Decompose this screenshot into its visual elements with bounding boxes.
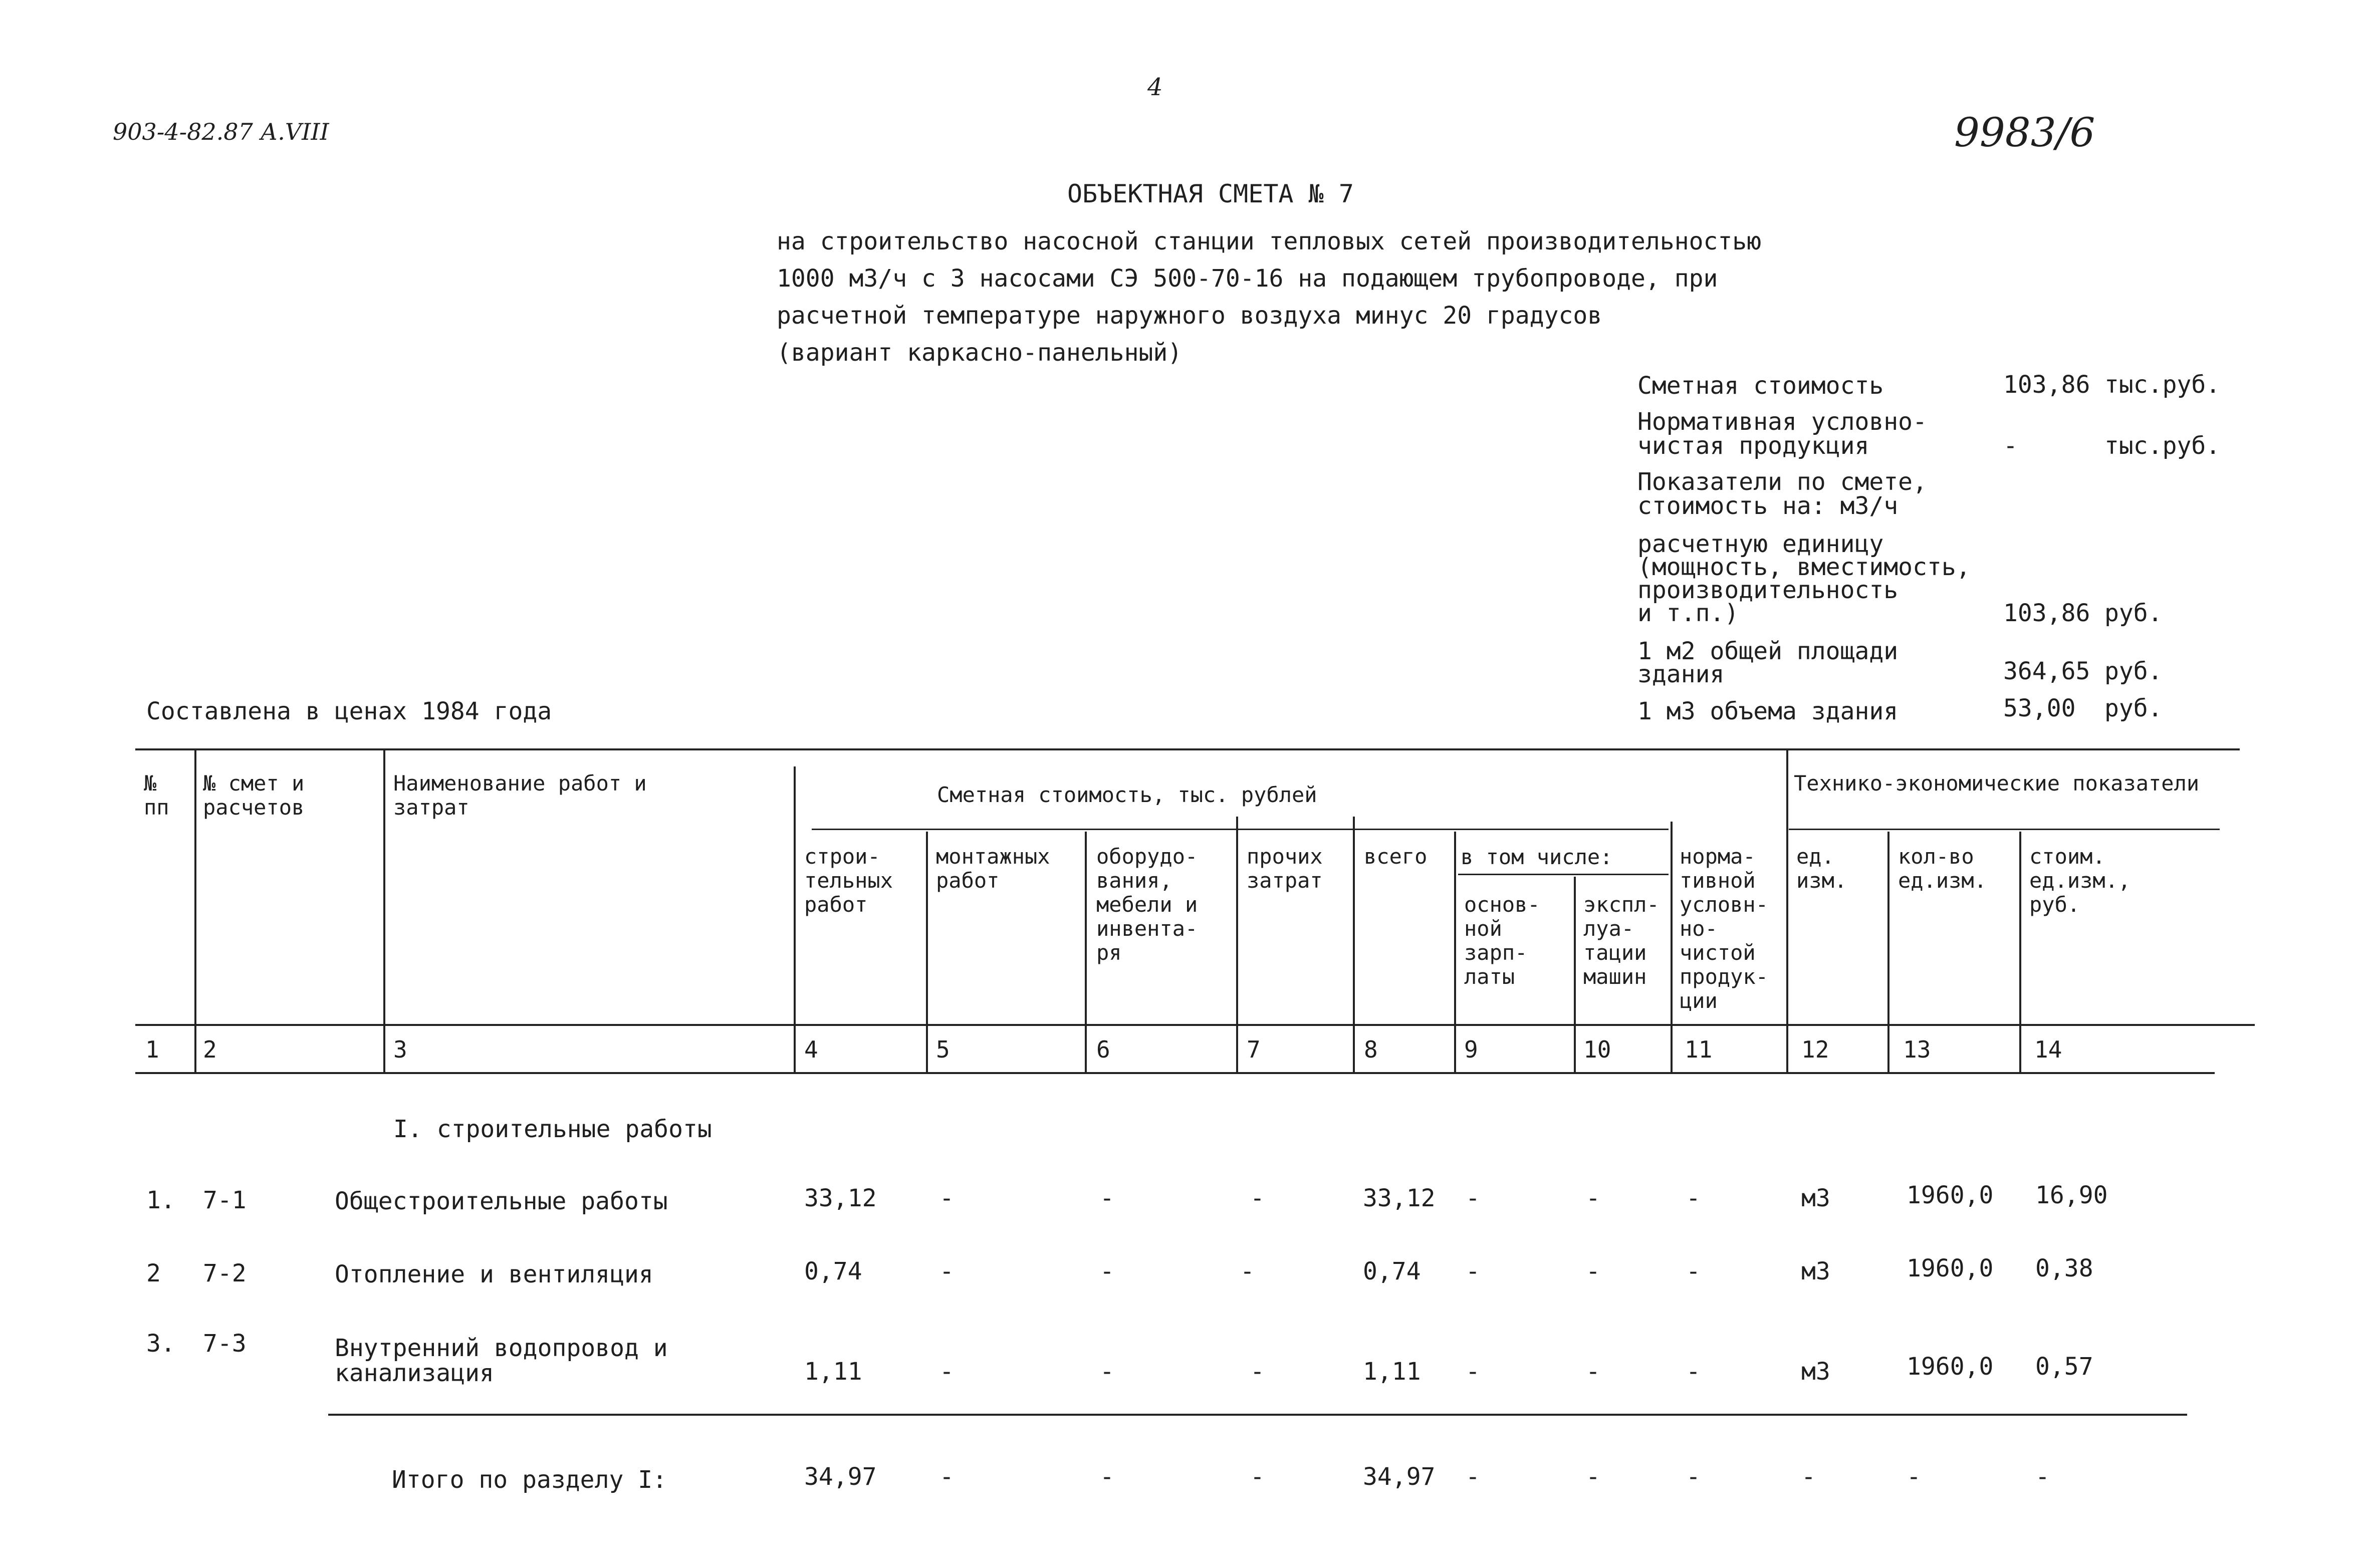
total-sum: 34,97 xyxy=(1363,1463,1436,1491)
description-line: (вариант каркасно-панельный) xyxy=(777,339,1182,367)
group-cost-header: Сметная стоимость, тыс. рублей xyxy=(937,782,1317,807)
cell-total: 33,12 xyxy=(1363,1184,1436,1212)
header-bottom-rule xyxy=(135,1024,2255,1026)
cell-total: 0,74 xyxy=(1363,1257,1421,1285)
summary-label: стоимость на: м3/ч xyxy=(1637,492,1899,520)
col-number: 1 xyxy=(145,1036,159,1063)
cell-wages: - xyxy=(1466,1358,1480,1386)
cell-machines: - xyxy=(1586,1257,1600,1285)
col-number: 5 xyxy=(936,1036,950,1063)
summary-unit: руб. xyxy=(2104,657,2163,685)
cell-unit-cost: 0,57 xyxy=(2035,1353,2093,1381)
col-header-9: основ- ной зарп- латы xyxy=(1464,892,1540,989)
summary-label: Сметная стоимость xyxy=(1637,372,1884,400)
cell-construction: 0,74 xyxy=(804,1257,862,1285)
total-rule xyxy=(328,1414,2187,1416)
document-code: 903-4-82.87 А.VIII xyxy=(113,118,329,145)
cell-net-product: - xyxy=(1686,1184,1701,1212)
estimate-ref: 7-3 xyxy=(203,1330,247,1358)
cost-group-rule xyxy=(812,829,1669,830)
estimate-ref: 7-1 xyxy=(203,1186,247,1214)
col-header-13: кол-во ед.изм. xyxy=(1898,844,1987,893)
cell-quantity: 1960,0 xyxy=(1907,1181,1994,1209)
summary-label: чистая продукция xyxy=(1637,432,1869,460)
summary-label: производительность xyxy=(1637,576,1899,604)
col-header-3: Наименование работ и затрат xyxy=(393,771,647,820)
summary-unit: тыс.руб. xyxy=(2104,432,2221,460)
col-number: 11 xyxy=(1685,1036,1713,1063)
col-number: 14 xyxy=(2034,1036,2062,1063)
cell-quantity: 1960,0 xyxy=(1907,1353,1994,1381)
col-number: 3 xyxy=(393,1036,407,1063)
summary-value: 103,86 xyxy=(2003,371,2090,399)
cell-unit: м3 xyxy=(1801,1184,1830,1212)
cell-unit: м3 xyxy=(1801,1358,1830,1386)
total-label: Итого по разделу I: xyxy=(392,1466,667,1494)
col-header-5: монтажных работ xyxy=(936,844,1050,893)
total-unit: - xyxy=(1801,1463,1816,1491)
document-title: ОБЪЕКТНАЯ СМЕТА № 7 xyxy=(1067,179,1354,208)
col-number: 2 xyxy=(203,1036,217,1063)
cell-wages: - xyxy=(1466,1257,1480,1285)
work-name: Общестроительные работы xyxy=(335,1187,668,1215)
col-number: 13 xyxy=(1903,1036,1931,1063)
cell-construction: 33,12 xyxy=(804,1184,877,1212)
estimate-ref: 7-2 xyxy=(203,1259,247,1287)
page-number: 4 xyxy=(1147,73,1163,101)
work-name: Отопление и вентиляция xyxy=(335,1260,653,1288)
total-quantity: - xyxy=(1907,1463,1921,1491)
col-number: 6 xyxy=(1096,1036,1110,1063)
col-header-12: ед. изм. xyxy=(1796,844,1847,893)
cell-unit-cost: 0,38 xyxy=(2035,1254,2093,1282)
summary-label: 1 м2 общей площади xyxy=(1637,637,1899,665)
col-header-14: стоим. ед.изм., руб. xyxy=(2029,844,2131,917)
row-number: 1. xyxy=(146,1186,175,1214)
cell-net-product: - xyxy=(1686,1358,1701,1386)
col-header-2: № смет и расчетов xyxy=(203,771,305,820)
summary-label: здания xyxy=(1637,660,1725,688)
cell-installation: - xyxy=(939,1358,954,1386)
prices-note: Составлена в ценах 1984 года xyxy=(146,697,552,725)
summary-value: 364,65 xyxy=(2003,657,2090,685)
description-line: на строительство насосной станции тепловых сетей производительностью xyxy=(777,227,1762,255)
col-header-8: всего xyxy=(1364,844,1428,869)
cell-other: - xyxy=(1240,1257,1255,1285)
column-numbers-rule xyxy=(135,1072,2215,1074)
total-unit-cost: - xyxy=(2035,1463,2050,1491)
summary-value: 103,86 xyxy=(2003,599,2090,627)
group-tech-header: Технико-экономические показатели xyxy=(1794,771,2200,796)
cell-equipment: - xyxy=(1100,1358,1114,1386)
col-number: 9 xyxy=(1464,1036,1478,1063)
col-header-11: норма- тивной условн- но- чистой продук- ции xyxy=(1680,844,1769,1013)
col-header-4: строи- тельных работ xyxy=(804,844,893,917)
col-number: 8 xyxy=(1364,1036,1378,1063)
tech-group-rule xyxy=(1789,829,2220,830)
total-equipment: - xyxy=(1100,1463,1114,1491)
col-header-6: оборудо- вания, мебели и инвента- ря xyxy=(1096,844,1198,965)
row-number: 3. xyxy=(146,1330,175,1358)
cell-quantity: 1960,0 xyxy=(1907,1254,1994,1282)
work-name: Внутренний водопровод и канализация xyxy=(335,1334,668,1387)
cell-total: 1,11 xyxy=(1363,1358,1421,1386)
row-number: 2 xyxy=(146,1259,161,1287)
col-header-10: экспл- луа- тации машин xyxy=(1583,892,1660,989)
summary-label: расчетную единицу xyxy=(1637,530,1884,558)
summary-unit: тыс.руб. xyxy=(2104,371,2221,399)
cell-installation: - xyxy=(939,1257,954,1285)
summary-unit: руб. xyxy=(2104,694,2163,722)
col-number: 4 xyxy=(804,1036,818,1063)
cell-machines: - xyxy=(1586,1358,1600,1386)
description-line: 1000 м3/ч с 3 насосами СЭ 500-70-16 на подающем трубопроводе, при xyxy=(777,265,1718,293)
summary-label: 1 м3 объема здания xyxy=(1637,697,1899,725)
col-header-7: прочих затрат xyxy=(1247,844,1323,893)
cell-machines: - xyxy=(1586,1184,1600,1212)
cell-other: - xyxy=(1250,1358,1265,1386)
summary-label: (мощность, вместимость, xyxy=(1637,553,1971,581)
cell-installation: - xyxy=(939,1184,954,1212)
total-wages: - xyxy=(1466,1463,1480,1491)
cell-equipment: - xyxy=(1100,1257,1114,1285)
in-total-rule xyxy=(1458,874,1669,875)
inventory-number: 9983/6 xyxy=(1954,109,2095,156)
cell-other: - xyxy=(1250,1184,1265,1212)
section-title: I. строительные работы xyxy=(393,1115,712,1143)
col-number: 12 xyxy=(1801,1036,1829,1063)
cell-wages: - xyxy=(1466,1184,1480,1212)
cell-equipment: - xyxy=(1100,1184,1114,1212)
total-machines: - xyxy=(1586,1463,1600,1491)
in-total-header: в том числе: xyxy=(1461,845,1613,869)
cell-unit: м3 xyxy=(1801,1257,1830,1285)
summary-label: Нормативная условно- xyxy=(1637,408,1927,436)
table-top-rule xyxy=(135,748,2240,750)
total-installation: - xyxy=(939,1463,954,1491)
cell-net-product: - xyxy=(1686,1257,1701,1285)
col-number: 7 xyxy=(1247,1036,1261,1063)
summary-value: - xyxy=(2003,432,2018,460)
cell-construction: 1,11 xyxy=(804,1358,862,1386)
cell-unit-cost: 16,90 xyxy=(2035,1181,2108,1209)
total-net-product: - xyxy=(1686,1463,1701,1491)
summary-label: и т.п.) xyxy=(1637,599,1739,627)
col-header-1: № пп xyxy=(144,771,169,820)
total-other: - xyxy=(1250,1463,1265,1491)
summary-value: 53,00 xyxy=(2003,694,2076,722)
summary-label: Показатели по смете, xyxy=(1637,468,1927,496)
total-construction: 34,97 xyxy=(804,1463,877,1491)
col-number: 10 xyxy=(1583,1036,1611,1063)
description-line: расчетной температуре наружного воздуха минус 20 градусов xyxy=(777,302,1602,330)
summary-unit: руб. xyxy=(2104,599,2163,627)
